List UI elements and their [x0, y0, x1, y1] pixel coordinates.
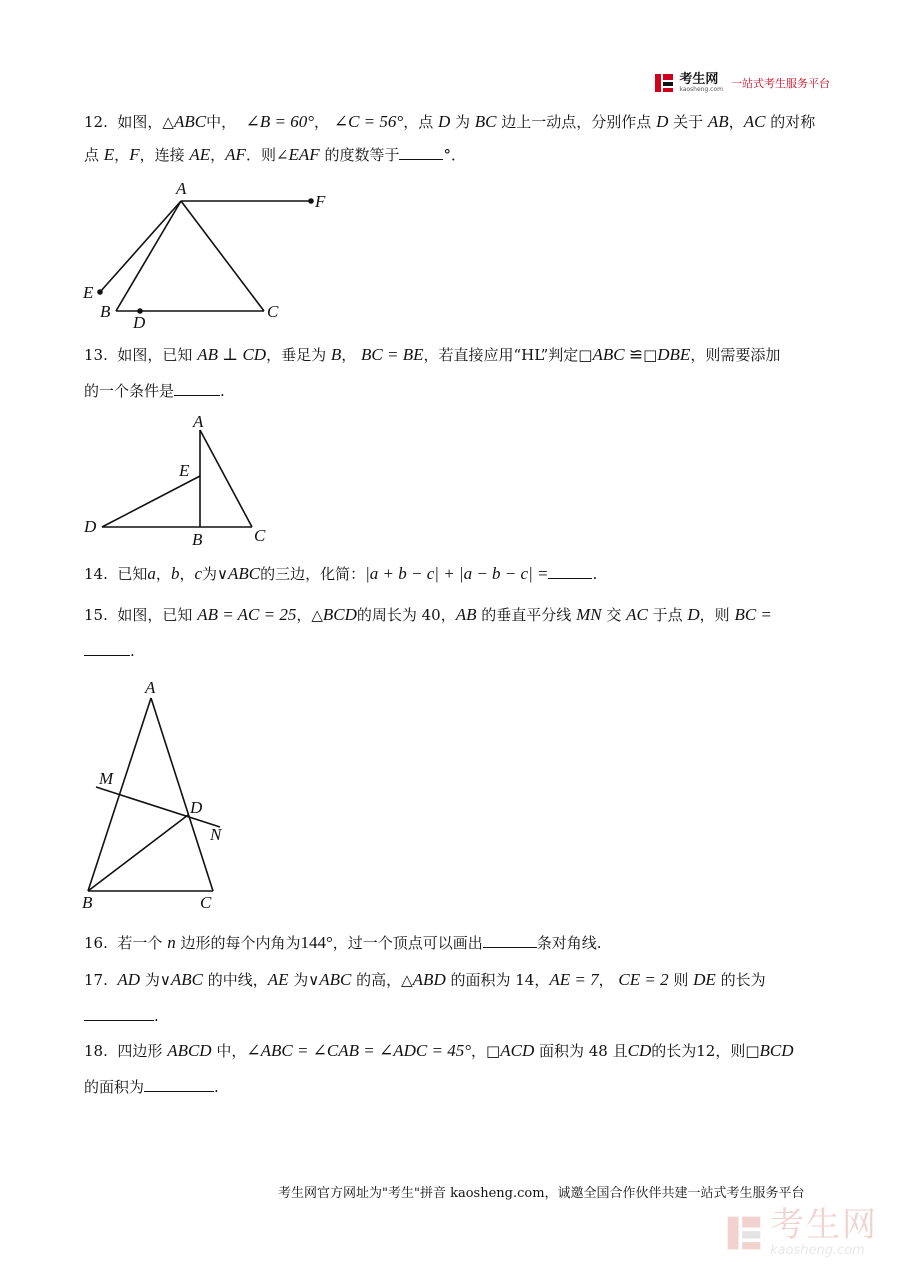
- q13-label-c: C: [254, 526, 266, 545]
- q13-label-b: B: [192, 530, 203, 549]
- q13-seg-de: [102, 476, 200, 527]
- q12-seg-ac: [181, 201, 264, 311]
- q12-figure: [76, 176, 346, 336]
- q12-point-f: [308, 198, 314, 204]
- q15-label-n: N: [210, 825, 222, 844]
- q17-answer-blank[interactable]: [84, 1005, 154, 1021]
- q15-seg-ac: [151, 698, 213, 891]
- q15-label-a: A: [145, 678, 156, 697]
- watermark-domain: kaosheng.com: [770, 1243, 865, 1258]
- q12-label-d: D: [133, 313, 146, 332]
- q15-figure: [74, 674, 244, 919]
- watermark-name: 考生网: [770, 1205, 878, 1245]
- q15-seg-bd: [88, 815, 188, 891]
- q13-label-d: D: [84, 517, 97, 536]
- header-slogan: 一站式考生服务平台: [731, 77, 830, 90]
- watermark: [724, 1207, 878, 1258]
- q14-answer-blank[interactable]: [548, 563, 592, 579]
- q12-line1: 12. 如图，△ABC中， ∠B = 60°， ∠C = 56°，点 D 为 BC 边上一动点，分别作点 D 关于 AB，AC 的对称: [84, 112, 816, 131]
- q13-answer-blank[interactable]: [174, 380, 220, 396]
- q13-line2: 的一个条件是 .: [84, 382, 225, 400]
- q12-label-b: B: [100, 302, 111, 321]
- q13-figure: [76, 406, 296, 551]
- q18-line1: 18. 四边形 ABCD 中，∠ABC = ∠CAB = ∠ADC = 45°，□ACD 面积为 48 且CD的长为12，则□BCD: [84, 1041, 794, 1060]
- q15-label-c: C: [200, 893, 212, 912]
- q16-answer-blank[interactable]: [483, 932, 537, 948]
- logo-domain: kaosheng.com: [679, 85, 723, 93]
- q12-label-a: A: [176, 179, 187, 198]
- q18-answer-blank[interactable]: [144, 1076, 214, 1092]
- q12-answer-blank[interactable]: [399, 144, 443, 160]
- q17-line2: .: [84, 1005, 159, 1027]
- logo-name: 考生网: [679, 71, 719, 87]
- q15-line1: 15. 如图，已知 AB = AC = 25，△BCD的周长为 40，AB 的垂直平分线 MN 交 AC 于点 D，则 BC =: [84, 605, 772, 624]
- q12-label-c: C: [267, 302, 279, 321]
- q17-line1: 17. AD 为∨ABC 的中线，AE 为∨ABC 的高，△ABD 的面积为 14，AE = 7， CE = 2 则 DE 的长为: [84, 970, 766, 989]
- q15-label-m: M: [99, 769, 114, 788]
- kaosheng-logo-icon: [653, 72, 675, 94]
- footer-text: 考生网官方网址为"考生"拼音 kaosheng.com，诚邀全国合作伙伴共建一站式考生服务平台: [278, 1186, 805, 1201]
- header-logo: [653, 72, 830, 94]
- q14-line: 14. 已知a，b，c为∨ABC的三边，化简：|a + b − c| + |a − b − c| = .: [84, 564, 598, 583]
- q12-line2: 点 E，F，连接 AE，AF．则∠EAF 的度数等于 °．: [84, 145, 466, 164]
- q15-answer-blank[interactable]: [84, 640, 130, 656]
- q13-seg-ac: [200, 430, 252, 527]
- q15-label-d: D: [190, 798, 203, 817]
- q13-line1: 13. 如图，已知 AB ⊥ CD，垂足为 B， BC = BE，若直接应用“HL”判定□ABC ≌□DBE，则需要添加: [84, 345, 781, 364]
- q13-label-e: E: [179, 461, 190, 480]
- q12-label-e: E: [83, 283, 94, 302]
- q16-line: 16. 若一个 n 边形的每个内角为144°，过一个顶点可以画出 条对角线.: [84, 933, 602, 952]
- q15-label-b: B: [82, 893, 93, 912]
- q12-seg-ae: [100, 201, 181, 292]
- q12-label-f: F: [315, 192, 326, 211]
- q18-line2: 的面积为 .: [84, 1078, 219, 1096]
- q12-seg-ab: [116, 201, 181, 311]
- q13-label-a: A: [193, 412, 204, 431]
- q15-line2: .: [84, 640, 135, 662]
- q12-point-e: [97, 289, 103, 295]
- kaosheng-watermark-icon: [724, 1213, 764, 1253]
